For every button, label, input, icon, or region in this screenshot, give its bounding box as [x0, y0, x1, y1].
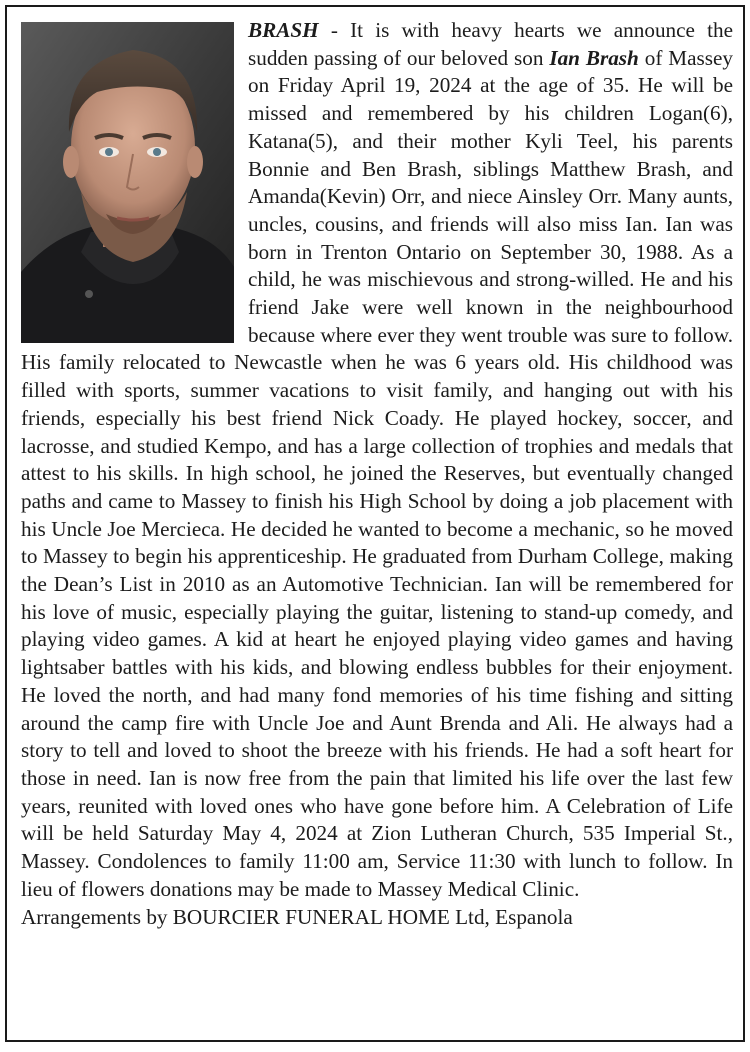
- obituary-intro: - It is with heavy hearts we announce the sudden passing of our beloved son: [248, 18, 733, 70]
- obituary-body: of Massey on Friday April 19, 2024 at the age of 35. He will be missed and remembered by his children Logan(6), Katana(5), and their mother Kyli Teel, his parents Bonnie and Ben Brash, siblings Matthew Brash, and Amanda(Kevin) Orr, and niece Ainsley Orr. Many aunts, uncles, cousins, and friends will also miss Ian. Ian was born in Trenton Ontario on September 30, 1988. As a child, he was mischievous and strong-willed. He and his friend Jake were well known in the neighbourhood because where ever they went trouble was sure to follow. His family relocated to Newcastle when he was 6 years old. His childhood was filled with sports, summer vacations to visit family, and hanging out with his friends, especially his best friend Nick Coady. He played hockey, soccer, and lacrosse, and studied Kempo, and has a large collection of trophies and medals that attest to his skills. In high school, he joined the Reserves, but eventually changed paths and came to Massey to finish his High School by doing a job placement with his Uncle Joe Mercieca. He decided he wanted to become a mechanic, so he moved to Massey to begin his apprenticeship. He graduated from Durham College, making the Dean’s List in 2010 as an Automotive Technician. Ian will be remembered for his love of music, especially playing the guitar, listening to stand-up comedy, and playing video games. A kid at heart he enjoyed playing video games and having lightsaber battles with his kids, and blowing endless bubbles for their enjoyment. He loved the north, and had many fond memories of his time fishing and sitting around the camp fire with Uncle Joe and Aunt Brenda and Ali. He always had a story to tell and loved to shoot the breeze with his friends. He had a soft heart for those in need. Ian is now free from the pain that limited his life over the last few years, reunited with loved ones who have gone before him. A Celebration of Life will be held Saturday May 4, 2024 at Zion Lutheran Church, 535 Imperial St., Massey. Condolences to family 11:00 am, Service 11:30 with lunch to follow. In lieu of flowers donations may be made to Massey Medical Clinic.: [21, 45, 734, 901]
- deceased-name: Ian Brash: [549, 45, 639, 70]
- obituary-card: [5, 5, 745, 1042]
- obituary-text: [21, 17, 733, 931]
- portrait-photo: [21, 22, 234, 343]
- obituary-surname: BRASH: [248, 18, 319, 42]
- funeral-home-arrangements: Arrangements by BOURCIER FUNERAL HOME Ltd, Espanola: [21, 904, 573, 929]
